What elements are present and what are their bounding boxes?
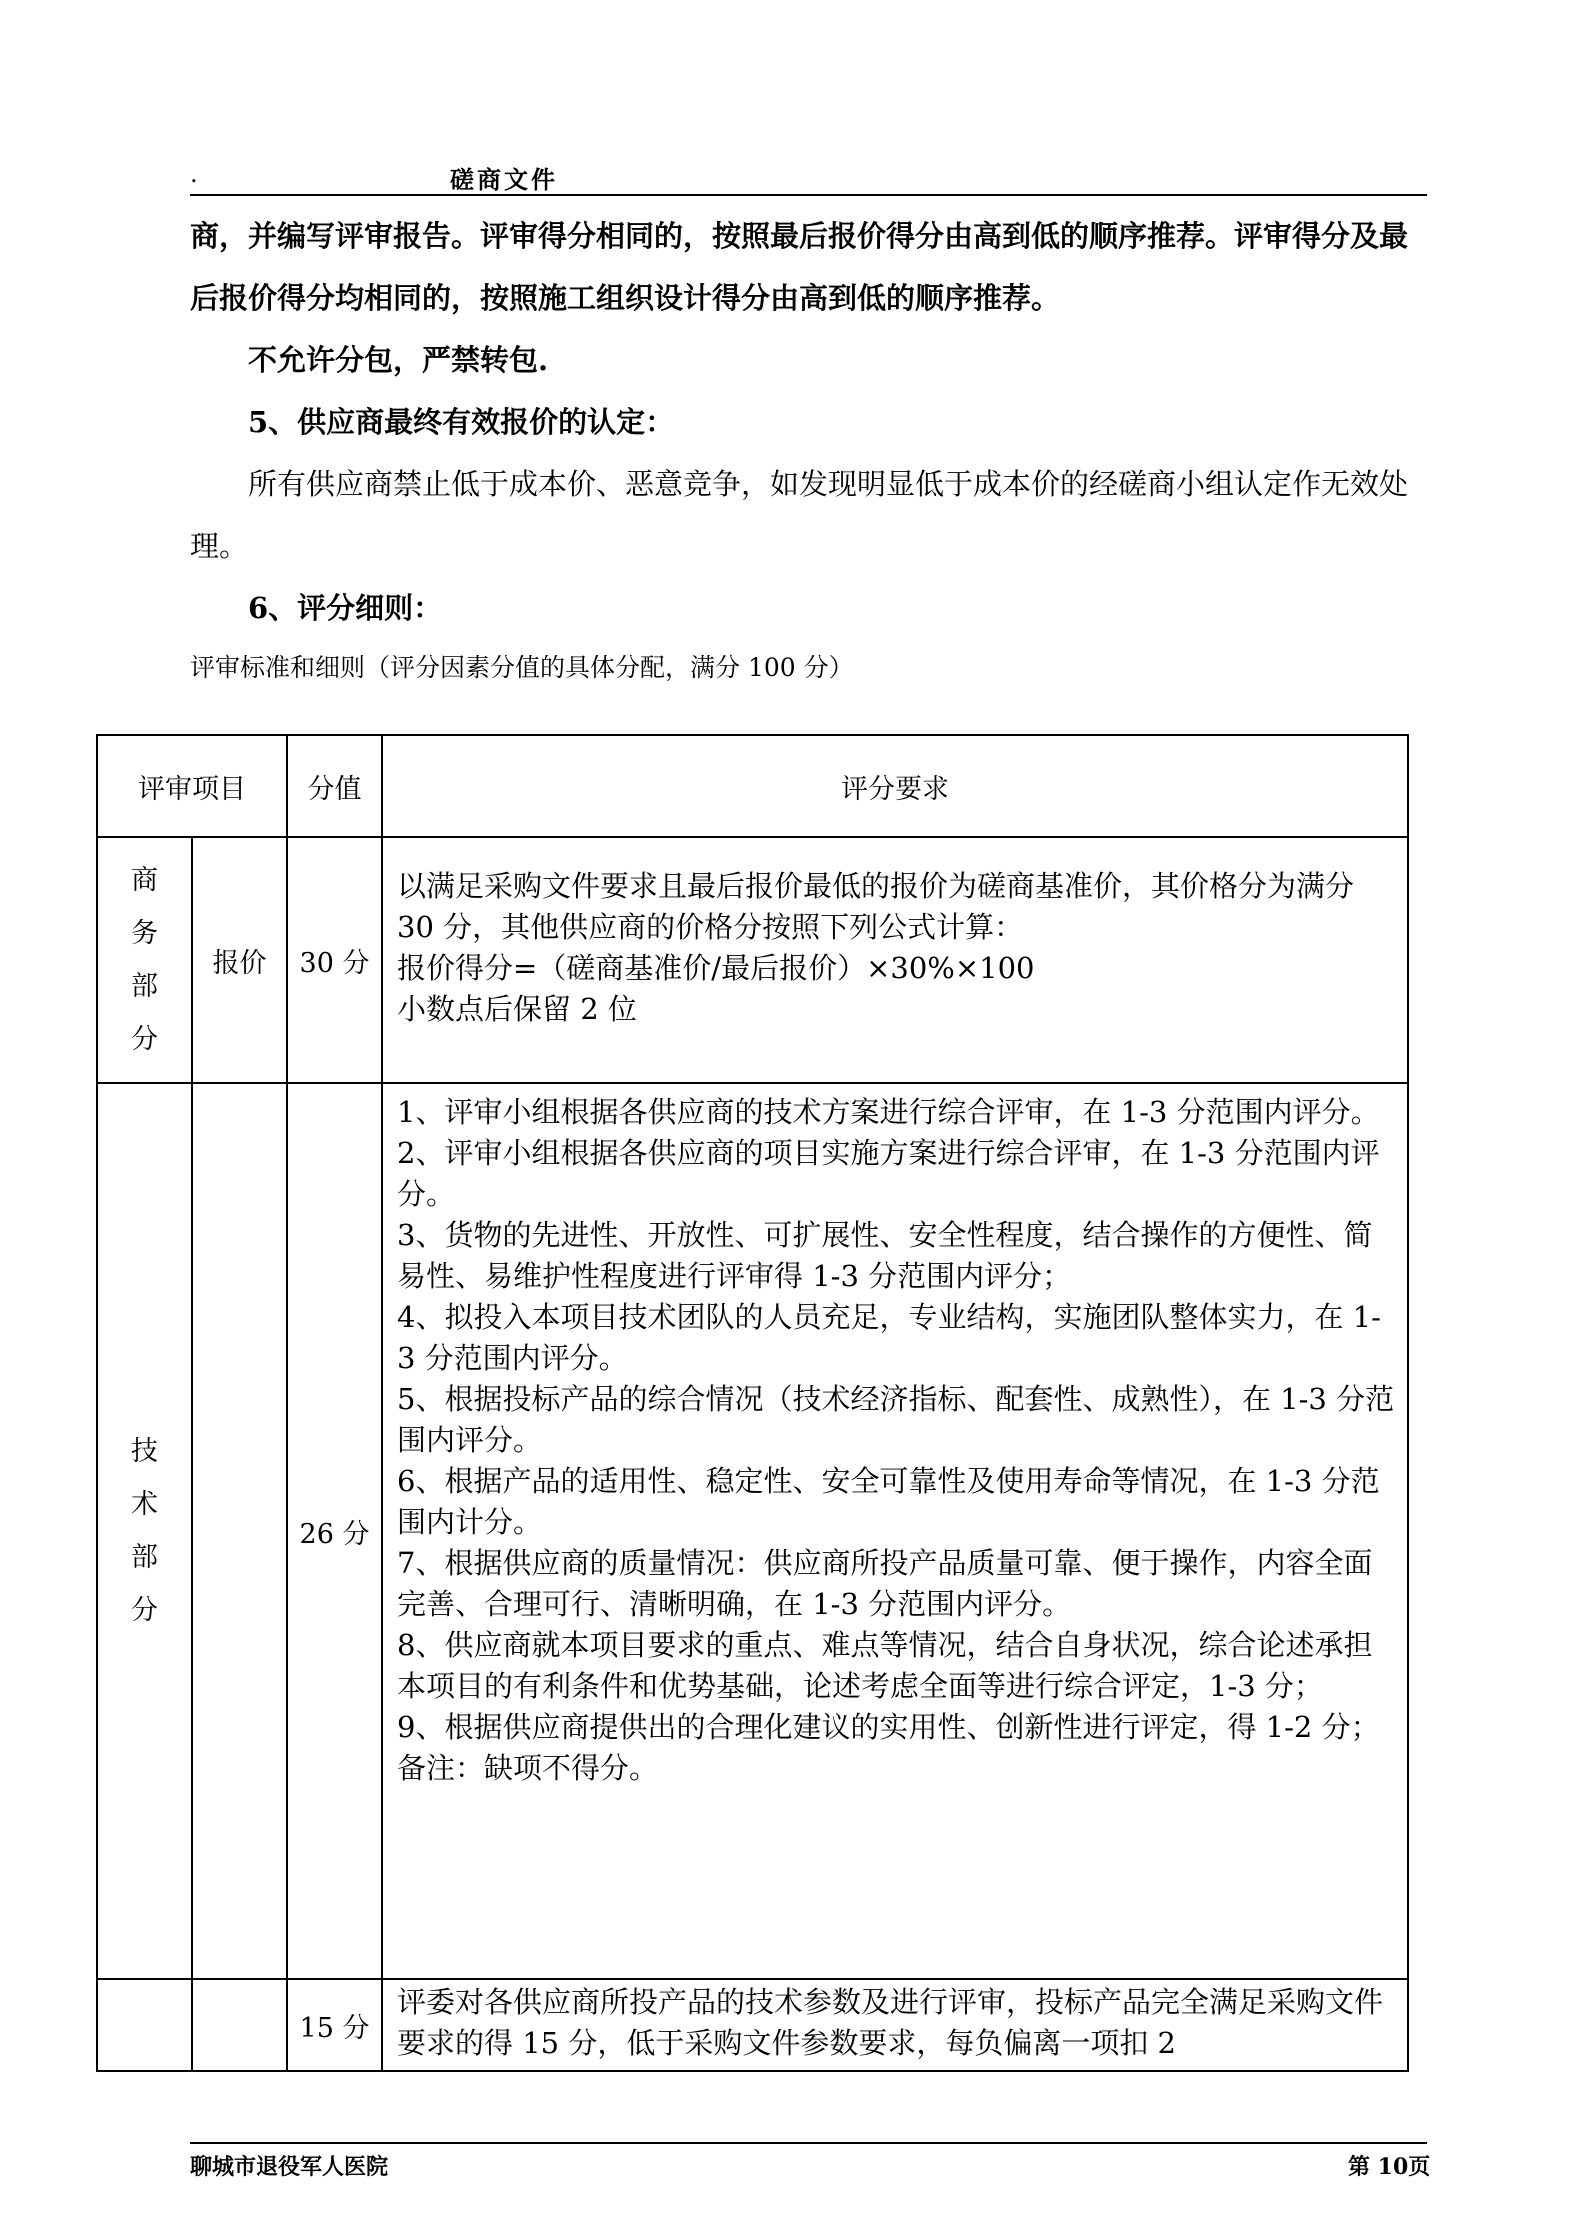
subcategory-params-empty	[192, 1979, 287, 2071]
category-params-empty	[97, 1979, 192, 2071]
table-row-business	[97, 837, 1408, 1083]
paragraph-ranking: 商，并编写评审报告。评审得分相同的，按照最后报价得分由高到低的顺序推荐。评审得分及最后报价得分均相同的，按照施工组织设计得分由高到低的顺序推荐。	[190, 219, 1409, 315]
footer-page-number: 第 10页	[1348, 2154, 1431, 2180]
req-line: 报价得分=（磋商基准价/最后报价）×30%×100	[397, 951, 1035, 985]
paragraph-no-subcontract: 不允许分包，严禁转包.	[248, 343, 549, 377]
table-row-technical	[97, 1083, 1408, 1979]
table-caption: 评审标准和细则（评分因素分值的具体分配，满分 100 分）	[190, 653, 854, 682]
footer-rule	[190, 2142, 1427, 2144]
table-row-params	[97, 1979, 1408, 2071]
req-line: 3、货物的先进性、开放性、可扩展性、安全性程度，结合操作的方便性、简易性、易维护性程度进行评审得 1-3 分范围内评分；	[397, 1218, 1373, 1293]
req-line: 8、供应商就本项目要求的重点、难点等情况，结合自身状况，综合论述承担本项目的有利条件和优势基础，论述考虑全面等进行综合评定，1-3 分；	[397, 1628, 1373, 1703]
category-technical: 技 术 部 分	[97, 1083, 192, 1979]
req-line: 9、根据供应商提供出的合理化建议的实用性、创新性进行评定，得 1-2 分；	[397, 1710, 1380, 1744]
header-score: 分值	[287, 735, 382, 837]
req-line: 评委对各供应商所投产品的技术参数及进行评审，投标产品完全满足采购文件要求的得 15 分，低于采购文件参数要求，每负偏离一项扣 2	[397, 1985, 1384, 2060]
req-line: 1、评审小组根据各供应商的技术方案进行综合评审，在 1-3 分范围内评分。	[397, 1095, 1380, 1129]
req-line: 4、拟投入本项目技术团队的人员充足，专业结构，实施团队整体实力，在 1-3 分范围内评分。	[397, 1300, 1381, 1375]
header-requirement: 评分要求	[382, 735, 1408, 837]
req-line: 小数点后保留 2 位	[397, 992, 637, 1026]
header-dot: .	[190, 160, 198, 188]
subcategory-price: 报价	[192, 837, 287, 1083]
requirement-price	[382, 837, 1408, 1083]
header-item: 评审项目	[97, 735, 287, 837]
footer-organization: 聊城市退役军人医院	[190, 2154, 389, 2180]
header-rule	[190, 194, 1427, 196]
header-title: 磋商文件	[450, 165, 558, 194]
score-price: 30 分	[287, 837, 382, 1083]
req-line: 以满足采购文件要求且最后报价最低的报价为磋商基准价，其价格分为满分 30 分，其他供应商的价格分按照下列公式计算：	[397, 869, 1355, 944]
section-6-heading: 6、评分细则：	[248, 591, 443, 625]
req-line: 2、评审小组根据各供应商的项目实施方案进行综合评审，在 1-3 分范围内评分。	[397, 1136, 1380, 1211]
req-line: 5、根据投标产品的综合情况（技术经济指标、配套性、成熟性），在 1-3 分范围内评分。	[397, 1382, 1395, 1457]
category-business: 商 务 部 分	[97, 837, 192, 1083]
section-5-heading: 5、供应商最终有效报价的认定：	[248, 405, 675, 439]
table-header-row	[97, 735, 1408, 837]
requirement-technical	[382, 1083, 1408, 1979]
score-params: 15 分	[287, 1979, 382, 2071]
score-technical: 26 分	[287, 1083, 382, 1979]
subcategory-technical-empty	[192, 1083, 287, 1979]
req-line: 7、根据供应商的质量情况：供应商所投产品质量可靠、便于操作，内容全面完善、合理可行、清晰明确，在 1-3 分范围内评分。	[397, 1546, 1373, 1621]
req-line: 6、根据产品的适用性、稳定性、安全可靠性及使用寿命等情况，在 1-3 分范围内计分。	[397, 1464, 1380, 1539]
requirement-params	[382, 1979, 1408, 2071]
req-line: 备注：缺项不得分。	[397, 1751, 659, 1785]
paragraph-cost-price: 所有供应商禁止低于成本价、恶意竞争，如发现明显低于成本价的经磋商小组认定作无效处理。	[190, 467, 1409, 563]
evaluation-table	[96, 734, 1409, 2072]
